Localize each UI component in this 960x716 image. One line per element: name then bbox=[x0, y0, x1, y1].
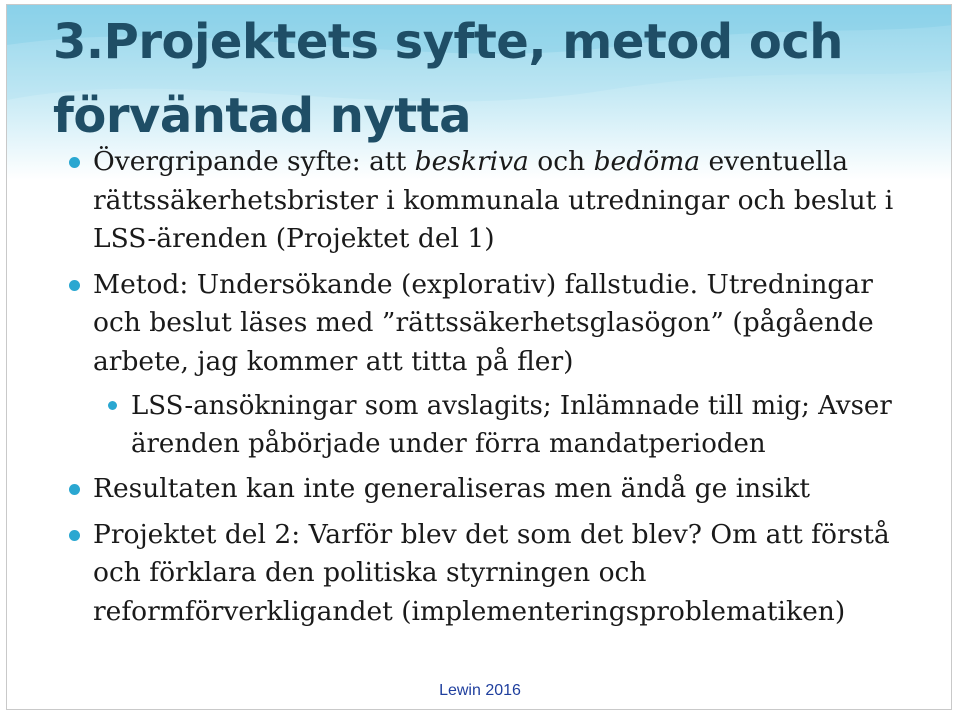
slide-footer: Lewin 2016 bbox=[439, 682, 521, 699]
slide bbox=[6, 4, 952, 710]
bullet-item bbox=[7, 143, 952, 259]
bullet-icon bbox=[69, 530, 80, 541]
bullet-text: Resultaten kan inte generaliseras men ändå ge insikt bbox=[93, 473, 811, 504]
bullet-icon bbox=[69, 280, 80, 291]
sub-bullet-item bbox=[93, 387, 923, 463]
bullet-list bbox=[7, 143, 952, 631]
bullet-text-emphasis: beskriva bbox=[414, 146, 529, 177]
bullet-text-mid: och bbox=[528, 146, 594, 177]
sub-bullet-icon bbox=[108, 401, 117, 410]
slide-title: 3.Projektets syfte, metod och förväntad nytta bbox=[53, 14, 843, 144]
bullet-item bbox=[7, 266, 952, 464]
bullet-text: Projektet del 2: Varför blev det som det blev? Om att förstå och förklara den politiska styrningen och reformförverkligandet (implementeringsproblematiken) bbox=[93, 518, 890, 627]
slide-content bbox=[7, 143, 952, 638]
bullet-item bbox=[7, 516, 952, 632]
bullet-text-pre: Övergripande syfte: att bbox=[93, 146, 415, 177]
bullet-icon bbox=[69, 157, 80, 168]
sub-bullet-text: LSS-ansökningar som avslagits; Inlämnade till mig; Avser ärenden påbörjade under förra mandatperioden bbox=[131, 391, 892, 459]
bullet-text-post: eventuella rättssäkerhetsbrister i kommunala utredningar och beslut i LSS-ärenden (Projektet del 1) bbox=[93, 146, 894, 254]
bullet-text-emphasis: bedöma bbox=[593, 146, 701, 177]
sub-bullet-list bbox=[93, 387, 923, 463]
bullet-text: Metod: Undersökande (explorativ) fallstudie. Utredningar och beslut läses med ”rättssäkerhetsglasögon” (pågående arbete, jag kommer att titta på fler) bbox=[93, 268, 874, 377]
bullet-icon bbox=[69, 484, 80, 495]
bullet-item bbox=[7, 470, 952, 509]
